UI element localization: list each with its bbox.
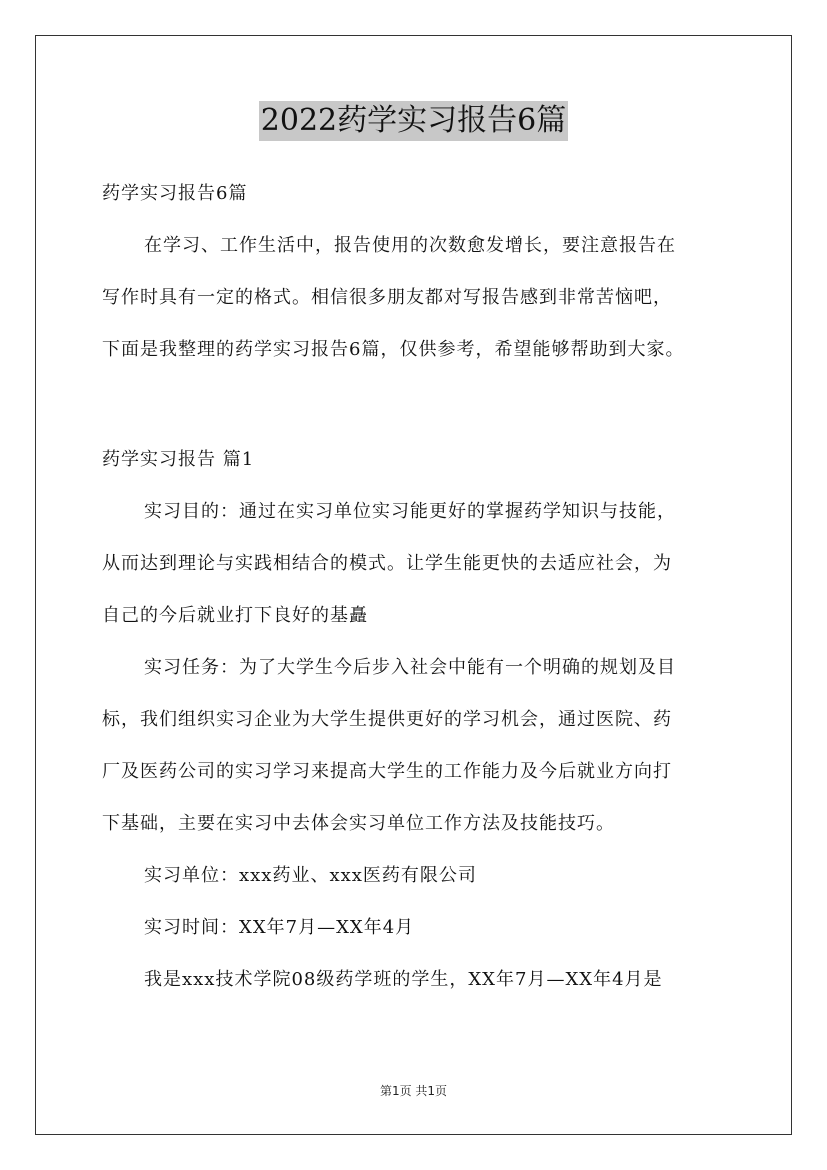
intro-line: 在学习、工作生活中，报告使用的次数愈发增长，要注意报告在 [144, 235, 676, 256]
task-line: 标，我们组织实习企业为大学生提供更好的学习机会，通过医院、药 [102, 709, 672, 730]
purpose-line: 实习目的：通过在实习单位实习能更好的掌握药学知识与技能， [144, 501, 676, 522]
body-line: 我是xxx技术学院08级药学班的学生，XX年7月—XX年4月是 [144, 969, 663, 990]
page-footer: 第1页 共1页 [379, 1084, 448, 1098]
subtitle: 药学实习报告6篇 [102, 183, 248, 204]
task-line: 实习任务：为了大学生今后步入社会中能有一个明确的规划及目 [144, 657, 676, 678]
task-line: 厂及医药公司的实习学习来提高大学生的工作能力及今后就业方向打 [102, 761, 672, 782]
unit-line: 实习单位：xxx药业、xxx医药有限公司 [144, 865, 477, 886]
section-heading: 药学实习报告 篇1 [102, 449, 255, 470]
purpose-line: 从而达到理论与实践相结合的模式。让学生能更快的去适应社会，为 [102, 553, 672, 574]
document-body [102, 175, 752, 999]
intro-line: 下面是我整理的药学实习报告6篇，仅供参考，希望能够帮助到大家。 [102, 339, 685, 360]
document-title [0, 100, 827, 141]
intro-line: 写作时具有一定的格式。相信很多朋友都对写报告感到非常苦恼吧， [102, 287, 672, 308]
time-line: 实习时间：XX年7月—XX年4月 [144, 917, 415, 938]
purpose-line: 自己的今后就业打下良好的基矗 [102, 605, 368, 626]
document-title-text: 2022药学实习报告6篇 [259, 101, 568, 141]
task-line: 下基础，主要在实习中去体会实习单位工作方法及技能技巧。 [102, 813, 615, 834]
